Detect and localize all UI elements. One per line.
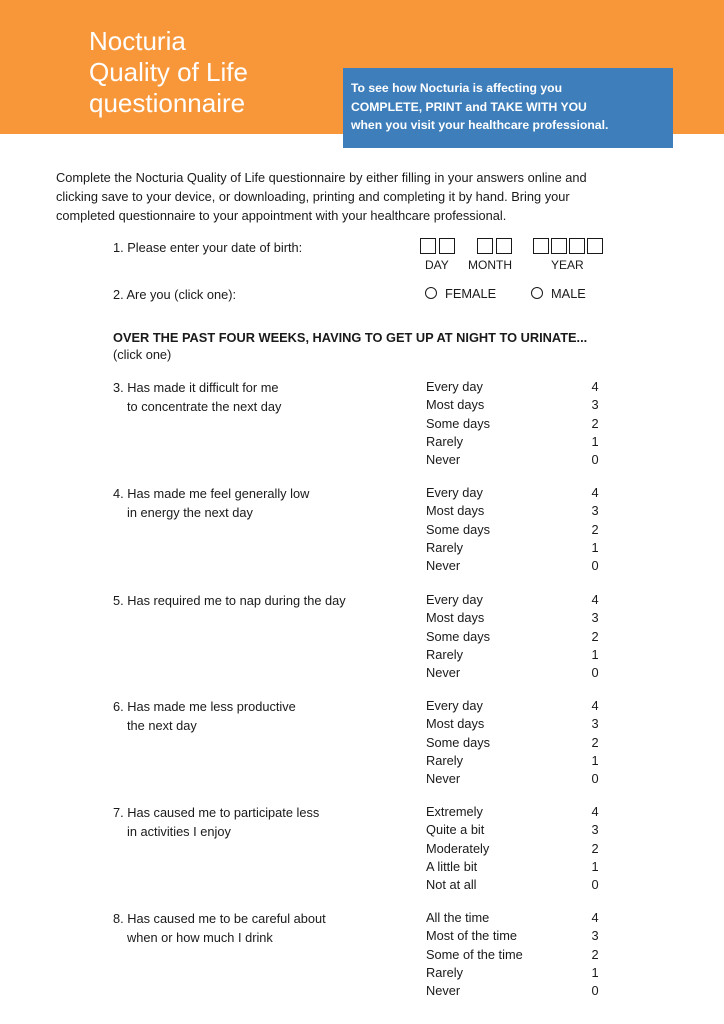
option-label: Every day [426, 379, 483, 394]
title-line: Quality of Life [89, 57, 248, 87]
option-label: Some days [426, 415, 491, 431]
question-line: in activities I enjoy [127, 824, 231, 839]
option-score: 3 [591, 397, 599, 413]
option-label: Never [426, 771, 461, 787]
option-label: Some days [426, 734, 491, 750]
answer-option[interactable] [426, 946, 601, 964]
question-8-options [426, 909, 601, 1000]
page-title [89, 26, 248, 119]
question-line: 6. Has made me less productive [113, 699, 296, 714]
option-score: 4 [591, 592, 599, 607]
year-digit-box[interactable] [587, 238, 603, 254]
question-5 [113, 591, 346, 610]
question-3-options [426, 378, 601, 469]
option-score: 1 [591, 539, 599, 555]
option-label: A little bit [426, 858, 478, 874]
option-score: 0 [591, 877, 599, 893]
answer-option[interactable] [426, 415, 601, 433]
answer-option[interactable] [426, 770, 601, 788]
option-score: 2 [591, 840, 599, 856]
section-instruction: (click one) [113, 347, 172, 362]
option-label: Most days [426, 397, 485, 413]
option-label: Quite a bit [426, 822, 485, 838]
option-score: 4 [591, 804, 599, 819]
answer-option[interactable] [426, 557, 601, 575]
option-score: 3 [591, 822, 599, 838]
answer-option[interactable] [426, 715, 601, 733]
month-digit-box[interactable] [496, 238, 512, 254]
question-line: to concentrate the next day [127, 399, 282, 414]
answer-option[interactable] [426, 433, 601, 451]
question-6 [113, 697, 296, 735]
answer-option[interactable] [426, 539, 601, 557]
intro-line: completed questionnaire to your appointment with your healthcare professional. [56, 208, 507, 223]
male-option[interactable] [531, 286, 586, 302]
intro-paragraph [56, 168, 668, 225]
question-line: 4. Has made me feel generally low [113, 486, 310, 501]
option-score: 0 [591, 665, 599, 681]
option-score: 0 [591, 452, 599, 468]
option-score: 1 [591, 964, 599, 980]
option-score: 4 [591, 910, 599, 925]
intro-line: Complete the Nocturia Quality of Life questionnaire by either filling in your answers online and [56, 170, 587, 185]
answer-option[interactable] [426, 378, 601, 396]
option-label: MALE [551, 286, 586, 301]
option-score: 1 [591, 858, 599, 874]
option-score: 3 [591, 928, 599, 944]
question-6-options [426, 697, 601, 788]
option-score: 0 [591, 558, 599, 574]
intro-line: clicking save to your device, or downloading, printing and completing it by hand. Bring your [56, 189, 570, 204]
question-8 [113, 909, 326, 947]
option-label: Most of the time [426, 928, 518, 944]
option-score: 0 [591, 771, 599, 787]
answer-option[interactable] [426, 927, 601, 945]
title-line: questionnaire [89, 88, 246, 118]
question-line: when or how much I drink [127, 930, 273, 945]
answer-option[interactable] [426, 982, 601, 1000]
question-7-options [426, 803, 601, 894]
option-score: 3 [591, 610, 599, 626]
option-label: Rarely [426, 646, 463, 662]
question-line: 3. Has made it difficult for me [113, 380, 279, 395]
option-score: 4 [591, 698, 599, 713]
option-label: Most days [426, 716, 485, 732]
option-label: Rarely [426, 433, 463, 449]
question-1-text: 1. Please enter your date of birth: [113, 240, 303, 255]
year-digit-box[interactable] [533, 238, 549, 254]
answer-option[interactable] [426, 752, 601, 770]
callout-line: To see how Nocturia is affecting you [351, 81, 563, 95]
option-score: 4 [591, 379, 599, 394]
answer-option[interactable] [426, 609, 601, 627]
section-heading: OVER THE PAST FOUR WEEKS, HAVING TO GET UP AT NIGHT TO URINATE... [113, 330, 588, 345]
answer-option[interactable] [426, 451, 601, 469]
answer-option[interactable] [426, 502, 601, 520]
answer-option[interactable] [426, 628, 601, 646]
option-label: Never [426, 452, 461, 468]
answer-option[interactable] [426, 858, 601, 876]
answer-option[interactable] [426, 697, 601, 715]
question-4-options [426, 484, 601, 575]
answer-option[interactable] [426, 521, 601, 539]
answer-option[interactable] [426, 876, 601, 894]
question-2 [113, 285, 236, 304]
answer-option[interactable] [426, 664, 601, 682]
answer-option[interactable] [426, 591, 601, 609]
option-score: 2 [591, 946, 599, 962]
day-digit-box[interactable] [420, 238, 436, 254]
option-score: 0 [591, 983, 599, 999]
option-score: 1 [591, 646, 599, 662]
day-digit-box[interactable] [439, 238, 455, 254]
option-label: Every day [426, 698, 483, 713]
option-label: Rarely [426, 752, 463, 768]
question-5-options [426, 591, 601, 682]
option-label: Not at all [426, 877, 477, 893]
female-option[interactable] [425, 286, 496, 302]
option-score: 2 [591, 628, 599, 644]
answer-option[interactable] [426, 803, 601, 821]
option-label: All the time [426, 910, 490, 925]
option-score: 2 [591, 521, 599, 537]
callout-line: when you visit your healthcare professional. [351, 118, 609, 132]
option-score: 3 [591, 716, 599, 732]
day-label: DAY [425, 258, 449, 272]
title-line: Nocturia [89, 26, 186, 56]
option-label: Some of the time [426, 946, 523, 962]
option-label: Every day [426, 485, 483, 500]
question-7 [113, 803, 319, 841]
question-2-text: 2. Are you (click one): [113, 287, 237, 302]
option-score: 1 [591, 433, 599, 449]
option-label: Never [426, 665, 461, 681]
option-label: Some days [426, 628, 491, 644]
option-label: Rarely [426, 539, 463, 555]
option-label: Extremely [426, 804, 483, 819]
option-label: Some days [426, 521, 491, 537]
answer-option[interactable] [426, 964, 601, 982]
question-line: 8. Has caused me to be careful about [113, 911, 326, 926]
radio-icon[interactable] [531, 287, 543, 299]
option-label: Moderately [426, 840, 490, 856]
question-line: in energy the next day [127, 505, 253, 520]
option-label: Most days [426, 503, 485, 519]
option-score: 2 [591, 415, 599, 431]
answer-option[interactable] [426, 840, 601, 858]
question-line: 5. Has required me to nap during the day [113, 593, 346, 608]
question-1 [113, 238, 302, 257]
answer-option[interactable] [426, 646, 601, 664]
question-line: the next day [127, 718, 197, 733]
month-label: MONTH [468, 258, 512, 272]
month-digit-box[interactable] [477, 238, 493, 254]
answer-option[interactable] [426, 909, 601, 927]
option-score: 1 [591, 752, 599, 768]
radio-icon[interactable] [425, 287, 437, 299]
question-3 [113, 378, 281, 416]
option-label: FEMALE [445, 286, 497, 301]
year-digit-box[interactable] [569, 238, 585, 254]
callout-line: COMPLETE, PRINT and TAKE WITH YOU [351, 99, 587, 114]
answer-option[interactable] [426, 734, 601, 752]
option-label: Rarely [426, 964, 463, 980]
answer-option[interactable] [426, 396, 601, 414]
answer-option[interactable] [426, 484, 601, 502]
year-label: YEAR [551, 258, 584, 272]
option-label: Never [426, 983, 461, 999]
option-label: Never [426, 558, 461, 574]
instruction-callout [343, 68, 673, 148]
question-line: 7. Has caused me to participate less [113, 805, 320, 820]
year-digit-box[interactable] [551, 238, 567, 254]
option-score: 2 [591, 734, 599, 750]
option-label: Every day [426, 592, 483, 607]
answer-option[interactable] [426, 821, 601, 839]
option-score: 3 [591, 503, 599, 519]
question-4 [113, 484, 309, 522]
option-label: Most days [426, 610, 485, 626]
option-score: 4 [591, 485, 599, 500]
